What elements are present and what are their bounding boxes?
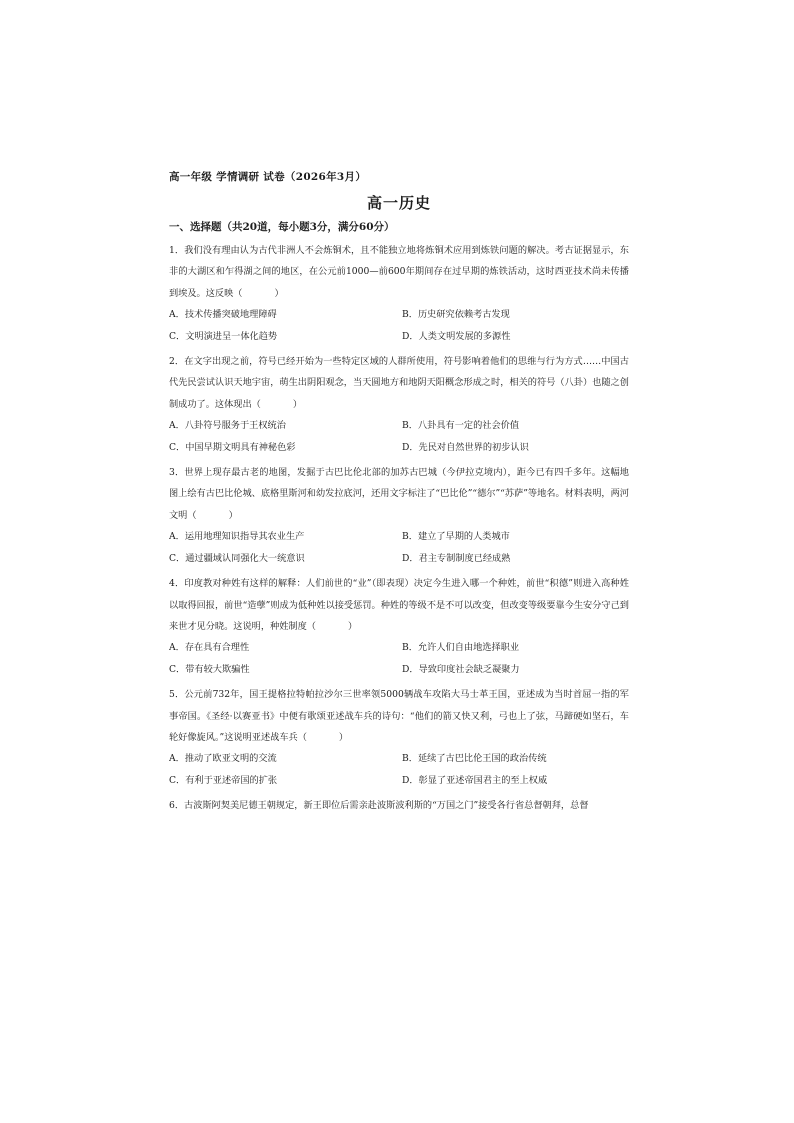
question-stem-end: ）	[348, 620, 358, 632]
question-stem	[169, 240, 629, 304]
option-c: C．通过疆域认同强化大一统意识	[169, 552, 305, 564]
option-b: B．延续了古巴比伦王国的政治传统	[402, 753, 547, 765]
option-c: C．文明演进呈一体化趋势	[169, 330, 278, 342]
question-stem-end: ）	[338, 731, 349, 743]
question-stem-text: 4．印度教对种姓有这样的解释：人们前世的“业”（即表现）决定今生进入哪一个种姓，前世“积德”则进入高种姓以取得回报，前世“造孽”则成为低种姓以接受惩罚。种姓的等级不是不可以改变，但改变等级要靠今生安分守己到来世才见分晓。这说明，种姓制度（	[169, 578, 629, 632]
exam-page	[169, 168, 629, 817]
option-a: A．存在具有合理性	[169, 642, 250, 654]
question-3	[169, 462, 629, 569]
question-1	[169, 240, 629, 347]
option-a: A．八卦符号服务于王权统治	[169, 420, 286, 432]
question-5	[169, 684, 629, 791]
exam-header: 高一年级 学情调研 试卷（2026年3月）	[169, 171, 367, 183]
option-d: D．彰显了亚述帝国君主的至上权威	[402, 774, 548, 786]
option-c: C．中国早期文明具有神秘色彩	[169, 441, 296, 453]
option-d: D．人类文明发展的多源性	[402, 330, 511, 342]
question-stem	[169, 684, 629, 748]
option-a: A．推动了欧亚文明的交流	[169, 753, 277, 765]
question-stem-text: 5．公元前732年，国王提格拉特帕拉沙尔三世率领5000辆战车攻陷大马士革王国，亚述成为当时首屈一指的军事帝国。《圣经·以赛亚书》中便有歌颂亚述战车兵的诗句：“他们的箭又快又利，弓也上了弦，马蹄硬如坚石，车轮好像旋风。”这说明亚述战车兵（	[169, 689, 629, 743]
subject-title: 高一历史	[366, 194, 431, 212]
option-a: A．技术传播突破地理障碍	[169, 309, 277, 321]
option-b: B．建立了早期的人类城市	[402, 531, 510, 543]
option-list	[169, 415, 629, 458]
option-b: B．历史研究依赖考古发现	[402, 309, 510, 321]
option-c: C．带有较大欺骗性	[169, 663, 250, 675]
option-list	[169, 304, 629, 347]
question-stem-end: ）	[292, 398, 303, 410]
question-4	[169, 573, 629, 680]
question-stem	[169, 795, 629, 816]
question-stem-text: 2．在文字出现之前，符号已经开始为一些特定区域的人群所使用，符号影响着他们的思维与行为方式……中国古代先民尝试认识天地宇宙，萌生出阴阳观念，当天圆地方和地阴天阳概念形成之时，相关的符号（八卦）也随之创制成功了。这体现出（	[169, 356, 629, 410]
option-list	[169, 526, 629, 569]
section-title: 一、选择题（共20道，每小题3分，满分60分）	[169, 221, 395, 233]
question-stem-end: ）	[228, 509, 238, 521]
option-a: A．运用地理知识指导其农业生产	[169, 531, 305, 543]
option-b: B．八卦具有一定的社会价值	[402, 420, 520, 432]
question-stem	[169, 573, 629, 637]
option-d: D．导致印度社会缺乏凝聚力	[402, 663, 520, 675]
question-stem-text: 1．我们没有理由认为古代非洲人不会炼铜术，且不能独立地将炼铜术应用到炼铁问题的解决。考古证据显示，东非的大湖区和乍得湖之间的地区，在公元前1000—前600年期间存在过早期的炼铁活动，这时西亚技术尚未传播到埃及。这反映（	[169, 245, 629, 299]
question-stem	[169, 462, 629, 526]
option-d: D．君主专制制度已经成熟	[402, 552, 511, 564]
option-c: C．有利于亚述帝国的扩张	[169, 774, 278, 786]
question-stem-end: ）	[274, 287, 284, 299]
option-b: B．允许人们自由地选择职业	[402, 642, 520, 654]
option-list	[169, 637, 629, 680]
option-d: D．先民对自然世界的初步认识	[402, 441, 529, 453]
question-stem-text: 3．世界上现存最古老的地图，发掘于古巴比伦北部的加苏古巴城（今伊拉克境内），距今已有四千多年。这幅地图上绘有古巴比伦城、底格里斯河和幼发拉底河，还用文字标注了“巴比伦”“德尔”“苏萨”等地名。材料表明，两河文明（	[169, 467, 629, 521]
question-stem-text: 6．古波斯阿契美尼德王朝规定，新王即位后需亲赴波斯波利斯的“万国之门”接受各行省总督朝拜，总督	[169, 800, 589, 812]
option-list	[169, 748, 629, 791]
question-stem	[169, 351, 629, 415]
question-6	[169, 795, 629, 816]
question-2	[169, 351, 629, 458]
